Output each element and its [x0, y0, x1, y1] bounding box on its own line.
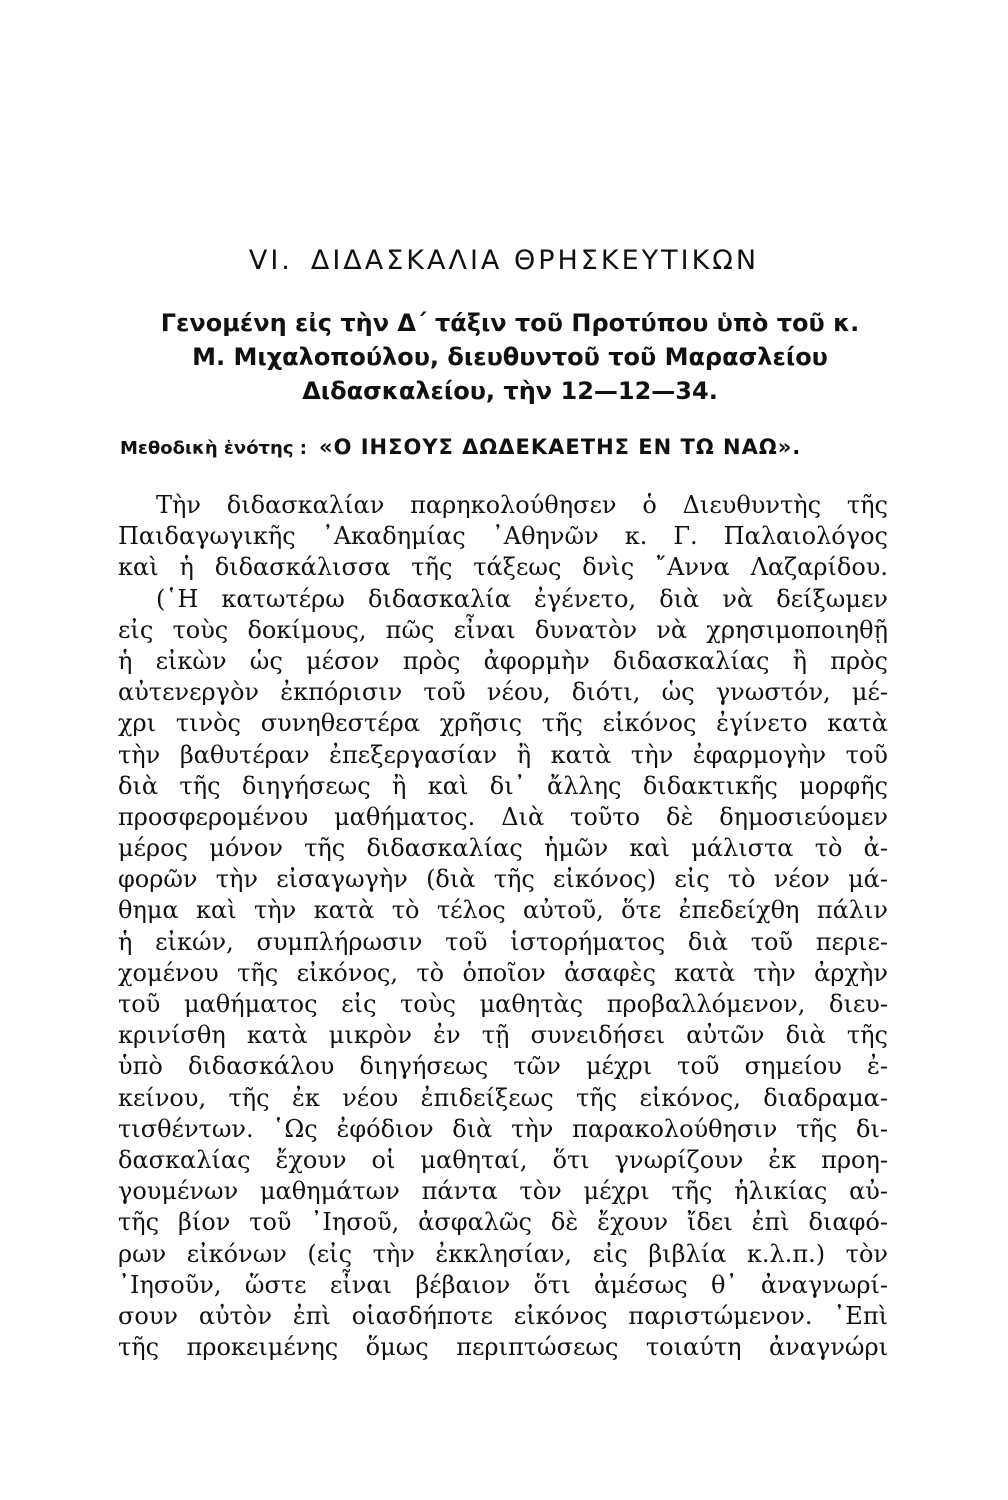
body-line: καὶ ἡ διδασκάλισσα τῆς τάξεως δνὶς ῎Αννα Λαζαρίδου. — [118, 553, 888, 582]
body-line: τισθέντων. ῾Ως ἐφόδιον διὰ τὴν παρακολούθησιν τῆς δι- — [118, 1114, 888, 1143]
chapter-title: ΔΙΔΑΣΚΑΛΙΑ ΘΡΗΣΚΕΥΤΙΚΩΝ — [310, 245, 760, 276]
subtitle-line: Γενομένη εἰς τὴν Δ΄ τάξιν τοῦ Προτύπου ὑπὸ τοῦ κ. — [160, 309, 860, 337]
body-line: τὴν βαθυτέραν ἐπεξεργασίαν ἢ κατὰ τὴν ἐφαρμογὴν τοῦ — [118, 740, 888, 769]
unit-label: Μεθοδικὴ ἑνότης : — [120, 438, 307, 459]
chapter-number: VI. — [248, 245, 293, 276]
body-line: φορῶν τὴν εἰσαγωγὴν (διὰ τῆς εἰκόνος) εἰς τὸ νέον μά- — [118, 865, 888, 894]
body-line: χομένου τῆς εἰκόνος, τὸ ὁποῖον ἀσαφὲς κατὰ τὴν ἀρχὴν — [118, 958, 888, 987]
body-line: σουν αὐτὸν ἐπὶ οἱασδήποτε εἰκόνος παριστώμενον. ᾿Επὶ — [118, 1301, 888, 1330]
body-line: προσφερομένου μαθήματος. Διὰ τοῦτο δὲ δημοσιεύομεν — [118, 802, 888, 831]
body-line: τῆς βίον τοῦ ᾿Ιησοῦ, ἀσφαλῶς δὲ ἔχουν ἴδει ἐπὶ διαφό- — [118, 1208, 888, 1237]
body-line: ἡ εἰκὼν ὡς μέσον πρὸς ἀφορμὴν διδασκαλίας ἢ πρὸς — [118, 646, 888, 675]
body-line: αὐτενεργὸν ἐκπόρισιν τοῦ νέου, διότι, ὡς γνωστόν, μέ- — [118, 678, 888, 707]
body-line: κρινίσθη κατὰ μικρὸν ἐν τῇ συνειδήσει αὐτῶν διὰ τῆς — [118, 1021, 888, 1050]
body-paragraph — [118, 490, 888, 1363]
subtitle-line: Μ. Μιχαλοπούλου, διευθυντοῦ τοῦ Μαρασλείου — [192, 343, 828, 371]
methodical-unit — [120, 432, 920, 464]
body-line: κείνου, τῆς ἐκ νέου ἐπιδείξεως τῆς εἰκόνος, διαδραμα- — [118, 1083, 888, 1112]
body-line: δασκαλίας ἔχουν οἱ μαθηταί, ὅτι γνωρίζουν ἐκ προη- — [118, 1145, 888, 1174]
body-line: ᾿Ιησοῦν, ὥστε εἶναι βέβαιον ὅτι ἀμέσως θ᾿ ἀναγνωρί- — [118, 1270, 888, 1299]
body-line: χρι τινὸς συνηθεστέρα χρῆσις τῆς εἰκόνος ἐγίνετο κατὰ — [118, 709, 888, 738]
body-line: γουμένων μαθημάτων πάντα τὸν μέχρι τῆς ἡλικίας αὐ- — [118, 1177, 888, 1206]
chapter-heading — [0, 244, 1008, 278]
body-line: διὰ τῆς διηγήσεως ἢ καὶ δι᾿ ἄλλης διδακτικῆς μορφῆς — [118, 771, 888, 800]
chapter-subtitle — [100, 306, 920, 408]
body-line: ἡ εἰκών, συμπλήρωσιν τοῦ ἱστορήματος διὰ τοῦ περιε- — [118, 927, 888, 956]
body-line: εἰς τοὺς δοκίμους, πῶς εἶναι δυνατὸν νὰ χρησιμοποιηθῇ — [118, 615, 888, 644]
body-line: Τὴν διδασκαλίαν παρηκολούθησεν ὁ Διευθυντὴς τῆς — [156, 491, 888, 519]
unit-title: «Ο ΙΗΣΟΥΣ ΔΩΔΕΚΑΕΤΗΣ ΕΝ ΤΩ ΝΑΩ». — [319, 435, 802, 459]
body-line: (῾Η κατωτέρω διδασκαλία ἐγένετο, διὰ νὰ δείξωμεν — [156, 584, 888, 613]
body-line: τῆς προκειμένης ὅμως περιπτώσεως τοιαύτη ἀναγνώρι — [118, 1333, 888, 1362]
body-line: μέρος μόνον τῆς διδασκαλίας ἡμῶν καὶ μάλιστα τὸ ἀ- — [118, 834, 888, 863]
body-line: ὑπὸ διδασκάλου διηγήσεως τῶν μέχρι τοῦ σημείου ἐ- — [118, 1052, 888, 1081]
body-line: Παιδαγωγικῆς ᾿Ακαδημίας ᾿Αθηνῶν κ. Γ. Παλαιολόγος — [118, 522, 888, 551]
subtitle-line: Διδασκαλείου, τὴν 12—12—34. — [302, 377, 718, 405]
body-line: τοῦ μαθήματος εἰς τοὺς μαθητὰς προβαλλόμενον, διευ- — [118, 990, 888, 1018]
body-line: θημα καὶ τὴν κατὰ τὸ τέλος αὐτοῦ, ὅτε ἐπεδείχθη πάλιν — [118, 896, 888, 925]
body-line: ρων εἰκόνων (εἰς τὴν ἐκκλησίαν, εἰς βιβλία κ.λ.π.) τὸν — [118, 1239, 888, 1268]
